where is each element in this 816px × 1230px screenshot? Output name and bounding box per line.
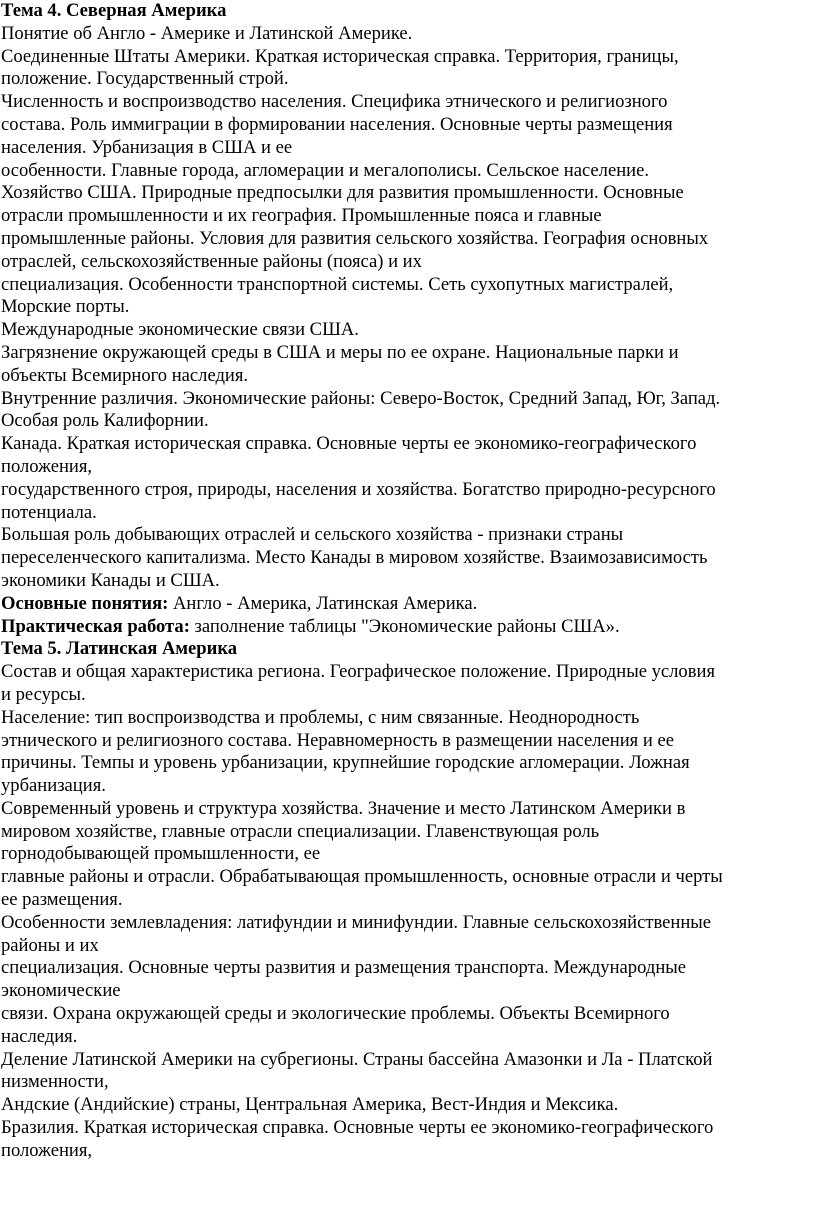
line-text: Большая роль добывающих отраслей и сельского хозяйства - признаки страны [1, 524, 624, 546]
line-text: низменности, [1, 1071, 109, 1093]
text-line [1, 319, 813, 342]
text-line [1, 798, 813, 821]
text-line [1, 342, 813, 365]
line-text: специализация. Особенности транспортной системы. Сеть сухопутных магистралей, [1, 273, 674, 295]
line-text: отрасли промышленности и их география. Промышленные пояса и главные [1, 205, 602, 227]
text-line [1, 46, 813, 69]
line-text: главные районы и отрасли. Обрабатывающая промышленность, основные отрасли и черты [1, 866, 723, 888]
text-line [1, 889, 813, 912]
line-text: причины. Темпы и уровень урбанизации, крупнейшие городские агломерации. Ложная [1, 752, 690, 774]
text-line [1, 1071, 813, 1094]
line-text: и ресурсы. [1, 683, 86, 705]
line-text: государственного строя, природы, населения и хозяйства. Богатство природно-ресурсного [1, 478, 716, 500]
text-line [1, 274, 813, 297]
text-line [1, 547, 813, 570]
text-line [1, 388, 813, 411]
line-text: экономические [1, 980, 121, 1002]
line-text: отраслей, сельскохозяйственные районы (пояса) и их [1, 250, 422, 272]
line-text: Англо - Америка, Латинская Америка. [168, 592, 478, 614]
text-line [1, 570, 813, 593]
line-text: наследия. [1, 1025, 78, 1047]
line-text: Канада. Краткая историческая справка. Основные черты ее экономико-географического [1, 433, 697, 455]
line-text: промышленные районы. Условия для развития сельского хозяйства. География основных [1, 227, 709, 249]
text-line [1, 1049, 813, 1072]
text-line [1, 1003, 813, 1026]
line-text: заполнение таблицы "Экономические районы США». [189, 615, 620, 637]
text-line [1, 1140, 813, 1163]
line-text: Морские порты. [1, 296, 130, 318]
line-text: состава. Роль иммиграции в формировании населения. Основные черты размещения [1, 113, 673, 135]
line-text: Понятие об Англо - Америке и Латинской Америке. [1, 22, 413, 44]
line-text: Бразилия. Краткая историческая справка. Основные черты ее экономико-географического [1, 1117, 714, 1139]
text-line [1, 365, 813, 388]
text-line [1, 23, 813, 46]
text-line [1, 730, 813, 753]
line-text: Международные экономические связи США. [1, 319, 359, 341]
line-text: горнодобывающей промышленности, ее [1, 843, 321, 865]
line-text: Деление Латинской Америки на субрегионы. Страны бассейна Амазонки и Ла - Платской [1, 1048, 713, 1070]
text-line [1, 91, 813, 114]
text-line [1, 935, 813, 958]
line-text: положения, [1, 455, 93, 477]
line-text: специализация. Основные черты развития и размещения транспорта. Международные [1, 957, 687, 979]
text-line [1, 957, 813, 980]
text-line [1, 502, 813, 525]
line-text: Внутренние различия. Экономические районы: Северо-Восток, Средний Запад, Юг, Запад. [1, 387, 721, 409]
line-text: этнического и религиозного состава. Неравномерность в размещении населения и ее [1, 729, 674, 751]
line-text: Современный уровень и структура хозяйства. Значение и место Латинском Америки в [1, 797, 686, 819]
line-text: Соединенные Штаты Америки. Краткая историческая справка. Территория, границы, [1, 45, 679, 67]
text-line [1, 114, 813, 137]
text-line [1, 1026, 813, 1049]
text-line [1, 843, 813, 866]
text-line [1, 752, 813, 775]
text-line [1, 912, 813, 935]
bold-heading: Практическая работа: [1, 615, 190, 637]
line-text: потенциала. [1, 501, 97, 523]
text-line [1, 616, 813, 639]
line-text: Хозяйство США. Природные предпосылки для развития промышленности. Основные [1, 182, 684, 204]
document-page [1, 0, 813, 1163]
text-line [1, 410, 813, 433]
bold-heading: Тема 4. Северная Америка [1, 0, 227, 21]
line-text: Численность и воспроизводство населения. Специфика этнического и религиозного [1, 91, 668, 113]
text-line [1, 775, 813, 798]
line-text: экономики Канады и США. [1, 569, 220, 591]
text-line [1, 251, 813, 274]
line-text: положения, [1, 1139, 93, 1161]
line-text: районы и их [1, 934, 99, 956]
line-text: Особенности землевладения: латифундии и минифундии. Главные сельскохозяйственные [1, 911, 712, 933]
text-line [1, 160, 813, 183]
line-text: Особая роль Калифорнии. [1, 410, 209, 432]
text-line [1, 68, 813, 91]
line-text: мировом хозяйстве, главные отрасли специализации. Главенствующая роль [1, 820, 600, 842]
text-line [1, 593, 813, 616]
line-text: населения. Урбанизация в США и ее [1, 136, 293, 158]
line-text: связи. Охрана окружающей среды и экологические проблемы. Объекты Всемирного [1, 1003, 670, 1025]
text-line [1, 821, 813, 844]
text-line [1, 205, 813, 228]
text-line [1, 866, 813, 889]
line-text: ее размещения. [1, 889, 123, 911]
line-text: Состав и общая характеристика региона. Географическое положение. Природные условия [1, 661, 716, 683]
line-text: переселенческого капитализма. Место Канады в мировом хозяйстве. Взаимозависимость [1, 547, 708, 569]
text-line [1, 1094, 813, 1117]
text-line [1, 228, 813, 251]
text-line [1, 182, 813, 205]
text-line [1, 980, 813, 1003]
bold-heading: Основные понятия: [1, 592, 169, 614]
text-line [1, 456, 813, 479]
line-text: урбанизация. [1, 775, 106, 797]
text-line [1, 137, 813, 160]
line-text: особенности. Главные города, агломерации и мегалополисы. Сельское население. [1, 159, 650, 181]
text-line [1, 479, 813, 502]
text-line [1, 0, 813, 23]
text-line [1, 296, 813, 319]
line-text: Население: тип воспроизводства и проблемы, с ним связанные. Неоднородность [1, 706, 640, 728]
bold-heading: Тема 5. Латинская Америка [1, 638, 238, 660]
text-line [1, 684, 813, 707]
text-line [1, 638, 813, 661]
text-line [1, 707, 813, 730]
line-text: положение. Государственный строй. [1, 68, 289, 90]
text-line [1, 1117, 813, 1140]
line-text: Загрязнение окружающей среды в США и меры по ее охране. Национальные парки и [1, 341, 679, 363]
line-text: Андские (Андийские) страны, Центральная Америка, Вест-Индия и Мексика. [1, 1094, 619, 1116]
line-text: объекты Всемирного наследия. [1, 364, 249, 386]
text-line [1, 524, 813, 547]
text-line [1, 433, 813, 456]
text-line [1, 661, 813, 684]
